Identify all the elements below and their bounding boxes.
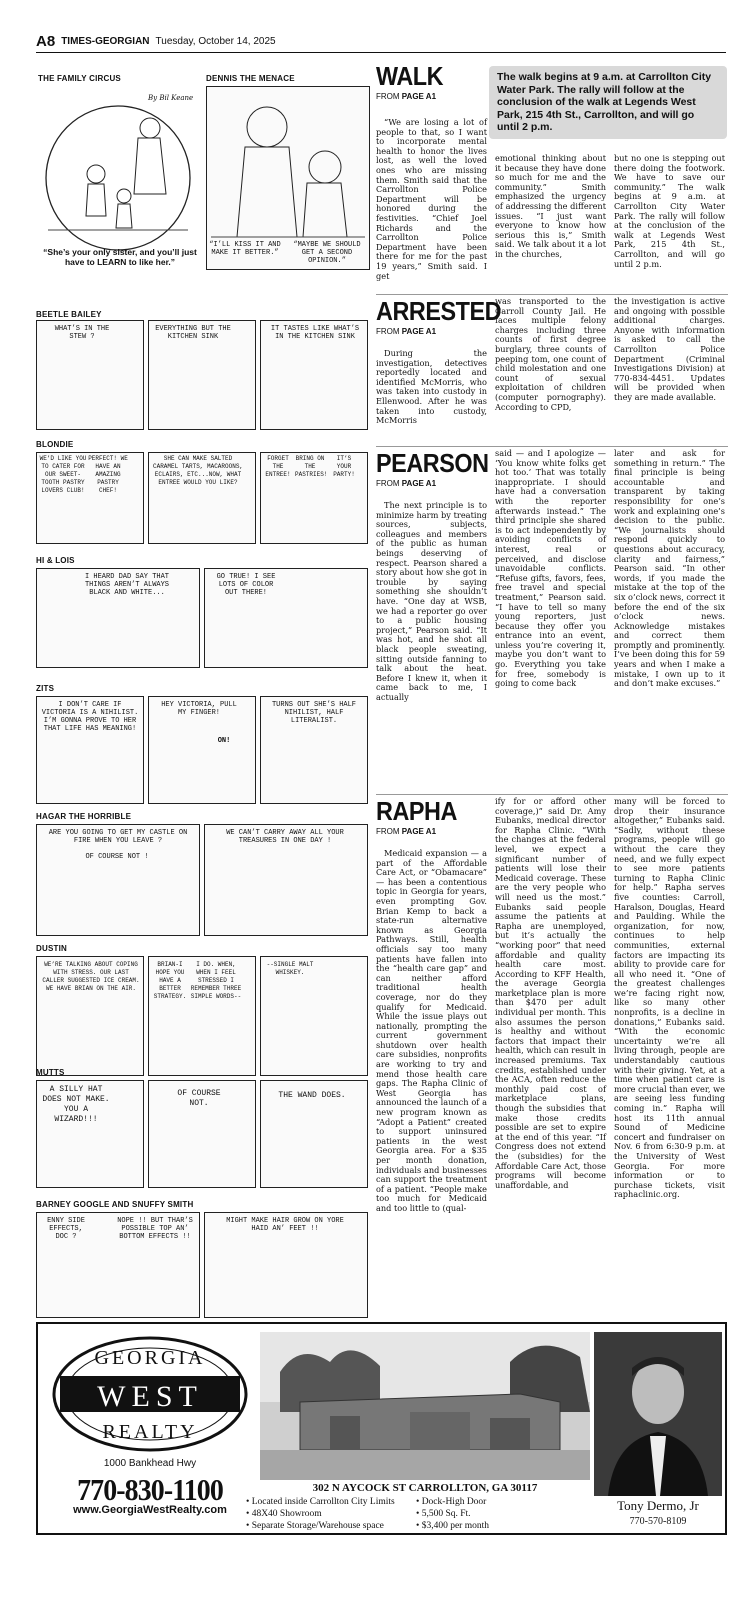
article-headline: RAPHA — [376, 796, 457, 826]
warehouse-image — [260, 1332, 590, 1480]
logo-text: WEST — [97, 1380, 203, 1413]
blondie-strip — [36, 452, 368, 544]
article-text: but no one is stepping out there doing the footwork. We have to save our community.” The walk begins at 9 a.m. at Carrollton City Water Park. The rally will follow at the conclusion of the walk at Legends West Park, 215 4th St., Carrollton, and will go until 2 p.m. — [614, 153, 725, 269]
hi-lois-strip — [36, 568, 368, 668]
agent-name: Tony Dermo, Jr — [617, 1498, 699, 1513]
from-label: FROM — [376, 479, 400, 488]
dustin-strip — [36, 956, 368, 1076]
logo-text: REALTY — [102, 1421, 198, 1443]
zits-strip — [36, 696, 368, 804]
dennis-speech: “I’LL KISS IT AND MAKE IT BETTER.” — [209, 241, 281, 257]
comic-panel — [36, 696, 144, 804]
georgia-west-realty-logo — [50, 1334, 250, 1454]
property-features — [246, 1496, 606, 1532]
article-text: said — and I apologize — ‘You know white folks get hot too.’ That was totally inappropriate. I should have had a conversation with the reporter afterwards instead.” The third principle she shared is to act independently by avoiding conflicts of interest, real or perceived, and disclose unavoidable conflicts. “Refuse gifts, favors, fees, free travel and special treatment,” Pearson said. “I have to tell so many young reporters, just because they offer you entrance into an event, unless you’re covering it, maybe you don’t want to go. Everything you take for free, somebody is going to come back — [495, 448, 606, 689]
comic-panel — [260, 696, 368, 804]
article-text: Medicaid expansion — a part of the Affordable Care Act, or “Obamacare” — has been a contentious topic in Georgia for years, even prompting Gov. Brian Kemp to back a state-run alternative known as Georgia Pathways. Still, health officials say too many patients have fallen into the “health care gap” and can neither afford traditional health coverage, nor do they qualify for Medicaid. While the issue plays out nationally, prompting the current government shutdown over health care subsidies, nonprofits are working to try and mend those health care gaps. The Rapha Clinic of West Georgia has announced the launch of a new program known as “Adopt a Patient” created to support uninsured patients in the west Georgia area. For a $35 per month donation, individuals and businesses can support the treatment of a patient. “People make too much for Medicaid and too little to (qual- — [376, 848, 487, 1213]
property-address: 302 N AYCOCK ST CARROLLTON, GA 30117 — [312, 1482, 538, 1494]
jump-page: PAGE A1 — [401, 479, 437, 488]
comic-panel — [148, 452, 256, 544]
article-columns — [376, 118, 487, 281]
speech-bubble: WHAT’S IN THE STEW ? — [54, 325, 110, 341]
comic-panel — [148, 1080, 256, 1188]
logo-text: GEORGIA — [94, 1347, 206, 1369]
family-circus-panel — [38, 104, 198, 252]
beetle-bailey-strip — [36, 320, 368, 430]
feature-item: • 5,500 Sq. Ft. — [416, 1509, 471, 1519]
comic-panel — [36, 568, 200, 668]
speech-bubble: GO TRUE! I SEE LOTS OF COLOR OUT THERE! — [216, 573, 276, 597]
feature-item: • Separate Storage/Warehouse space — [246, 1521, 384, 1531]
speech-bubble: MIGHT MAKE HAIR GROW ON YORE HAID AN’ FEET !! — [226, 1217, 344, 1233]
article-columns — [495, 297, 725, 412]
comic-panel — [204, 1212, 368, 1318]
comic-panel — [36, 1080, 144, 1188]
speech-bubble: FORGET THE ENTREE! — [265, 455, 291, 478]
realty-advertisement — [36, 1322, 727, 1535]
article-column — [495, 449, 606, 689]
from-label: FROM — [376, 827, 400, 836]
speech-bubble: A SILLY HAT DOES NOT MAKE. YOU A WIZARD!!! — [42, 1085, 110, 1124]
feature-item: • Dock-High Door — [416, 1497, 487, 1507]
speech-bubble: ARE YOU GOING TO GET MY CASTLE ON FIRE WHEN YOU LEAVE ? — [48, 829, 188, 845]
speech-bubble: NOPE !! BUT THAR’S POSSIBLE TOP AN’ BOTTOM EFFECTS !! — [117, 1217, 193, 1241]
mutts-strip — [36, 1080, 368, 1188]
comic-title: HAGAR THE HORRIBLE — [36, 812, 132, 821]
article-column — [376, 349, 487, 426]
speech-bubble: BRIAN-I HOPE YOU HAVE A BETTER STRATEGY. — [153, 961, 187, 1000]
article-column — [614, 449, 725, 689]
speech-bubble: ENNY SIDE EFFECTS, DOC ? — [47, 1217, 85, 1241]
comic-panel — [148, 320, 256, 430]
from-label: FROM — [376, 327, 400, 336]
comic-title: BARNEY GOOGLE AND SNUFFY SMITH — [36, 1200, 194, 1209]
article-column — [376, 118, 487, 281]
speech-bubble: WE CAN’T CARRY AWAY ALL YOUR TREASURES IN ONE DAY ! — [226, 829, 344, 845]
article-column — [614, 297, 725, 412]
article-headline: ARRESTED — [376, 296, 502, 326]
speech-bubble: --SINGLE MALT WHISKEY. — [266, 961, 314, 976]
dennis-speech: “MAYBE WE SHOULD GET A SECOND OPINION.” — [293, 241, 361, 265]
speech-bubble: HEY VICTORIA, PULL MY FINGER! — [161, 701, 237, 717]
feature-item: • 48X40 Showroom — [246, 1509, 322, 1519]
comic-title: ZITS — [36, 684, 55, 693]
speech-bubble: I HEARD DAD SAY THAT THINGS AREN’T ALWAYS BLACK AND WHITE... — [84, 573, 169, 597]
speech-bubble: PERFECT! WE HAVE AN AMAZING PASTRY CHEF! — [88, 455, 128, 494]
rapha-article — [376, 794, 728, 1315]
speech-bubble: WE’RE TALKING ABOUT COPING WITH STRESS. OUR LAST CALLER SUGGESTED ICE CREAM. WE HAVE BRIAN ON THE AIR. — [42, 961, 140, 992]
speech-bubble: WE’D LIKE YOU TO CATER FOR OUR SWEET-TOOTH PASTRY LOVERS CLUB! — [39, 455, 87, 494]
comic-title: BLONDIE — [36, 440, 74, 449]
article-columns — [495, 154, 725, 269]
agent-portrait — [594, 1332, 722, 1496]
article-columns — [376, 349, 487, 426]
walk-article — [376, 62, 728, 290]
speech-bubble: TURNS OUT SHE’S HALF NIHILIST, HALF LITERALIST. — [271, 701, 356, 725]
comic-panel — [260, 452, 368, 544]
comic-title: DUSTIN — [36, 944, 67, 953]
comic-panel — [260, 956, 368, 1076]
speech-bubble: THE WAND DOES. — [278, 1091, 346, 1100]
pearson-article — [376, 446, 728, 787]
speech-bubble: I DO. WHEN, WHEN I FEEL STRESSED I REMEMBER THREE SIMPLE WORDS-- — [190, 961, 242, 1000]
speech-bubble: ON! — [217, 737, 231, 745]
website-link[interactable]: www.GeorgiaWestRealty.com — [73, 1504, 227, 1516]
article-text: many will be forced to drop their insurance altogether,” Eubanks said. “Sadly, without these programs, people will go without the care they need, and we fully expect to see more patients turning to Rapha Clinic for help.” Rapha serves five counties: Carroll, Haralson, Douglas, Heard and Paulding. While the organization, for now, continues to help communities, external factors are impacting its ability to provide care for all who need it. “One of the greatest challenges we’re facing right now, like so many other nonprofits, is a decline in donations,” Eubanks said. “With the economic uncertainty we’re all living through, people are understandably cautious with their giving. Yet, at a time when patient care is more crucial than ever, we are seeing less funding coming in.” Rapha will host its 11th annual Sound of Medicine concert and fundraiser on Nov. 6 from 6:30-9 p.m. at the University of West Georgia. For more information or to purchase tickets, visit raphaclinic.org. — [614, 796, 725, 1200]
comic-panel — [36, 824, 200, 936]
comics-section — [36, 62, 368, 1352]
comic-title: BEETLE BAILEY — [36, 310, 102, 319]
comic-panel — [36, 452, 144, 544]
article-text: The next principle is to minimize harm by treating sources, subjects, colleagues and members of the public as human beings deserving of respect. Pearson shared a story about how she got in trouble by saying something she shouldn’t have. “One day at WSB, we had a reporter go over to a public housing project,” Pearson said. “It was hot, and he shot all black people sweating, sitting outside fanning to talk about the heat. Before I knew it, when it came back to me, I actually — [376, 500, 487, 702]
speech-bubble: BRING ON THE PASTRIES! — [295, 455, 328, 478]
article-text: During the investigation, detectives reportedly located and identified McMorris, who was taken into custody in Ellenwood. After he was taken into custody, McMorris — [376, 348, 487, 426]
article-column — [495, 297, 606, 412]
article-columns — [495, 797, 725, 1200]
article-column — [614, 797, 725, 1200]
dennis-panel — [206, 86, 370, 270]
article-columns — [495, 449, 725, 689]
from-label: FROM — [376, 92, 400, 101]
comic-panel — [148, 956, 256, 1076]
family-circus-caption: “She’s your only sister, and you’ll just have to LEARN to like her.” — [43, 247, 197, 267]
comic-panel — [148, 696, 256, 804]
speech-bubble: IT’S YOUR PARTY! — [333, 455, 355, 478]
article-text: ify for or afford other coverage,)” said Dr. Amy Eubanks, medical director for Rapha Clinic. “With the changes at the federal level, we expect a significant number of patients will lose their Medicaid coverage. These are the very people who will need us the most.” Eubanks said people assume the patients at Rapha are unemployed, but it’s actually the “working poor” that need affordable and quality health care most. According to KFF Health, the average Georgia marketplace plan is more than $470 per adult individual per month. This also assumes the person is healthy and without factors that impact their health, which can result in increased premiums. Tax credits, established under the ACA, often reduce the monthly paid cost of marketplace plans, though the subsidies that make those credits possible are set to expire at the end of this year. “If Congress does not extend the (subsidies) for the Affordable Care Act, those programs will become unaffordable, and — [495, 796, 606, 1190]
barney-google-strip — [36, 1212, 368, 1318]
comic-panel — [204, 568, 368, 668]
speech-bubble: IT TASTES LIKE WHAT’S IN THE KITCHEN SINK — [270, 325, 360, 341]
agent-phone: 770-570-8109 — [629, 1516, 687, 1527]
jump-page: PAGE A1 — [401, 92, 437, 101]
article-column — [495, 797, 606, 1200]
page-number: A8 — [36, 32, 56, 50]
comic-title: THE FAMILY CIRCUS — [38, 74, 121, 83]
comic-title: HI & LOIS — [36, 556, 75, 565]
comic-title: DENNIS THE MENACE — [206, 74, 295, 83]
feature-item: • Located inside Carrollton City Limits — [246, 1497, 395, 1507]
article-text: “We are losing a lot of people to that, so I want to incorporate mental health to honor the lives lost, as well the loved ones who are missing them. Smith said that the Carrollton Police Department will be honored during the festivities. “Chief Joel Richards and the Carrollton Police Department have been there for me for the past 19 years,” Smith said. I get — [376, 117, 487, 281]
paper-name: TIMES-GEORGIAN — [61, 35, 150, 47]
comic-byline: By Bil Keane — [148, 94, 194, 102]
hagar-strip — [36, 824, 368, 936]
comic-panel — [260, 1080, 368, 1188]
article-text: was transported to the Carroll County Jail. He faces multiple felony charges including three counts of first degree burglary, three counts of peeping tom, one count of child molestation and one count of sexual exploitation of children (computer pornography). According to CPD, — [495, 296, 606, 412]
comic-panel — [36, 956, 144, 1076]
article-column — [376, 501, 487, 702]
article-headline: WALK — [376, 61, 444, 91]
article-text: emotional thinking about it because they have done so much for me and the community.” Smith emphasized the urgency of addressing the different issues. “I just want everyone to know how serious this is,” Smith said. We talk about it a lot in the churches, — [495, 153, 606, 259]
comic-panel — [36, 320, 144, 430]
article-column — [495, 154, 606, 269]
comic-panel — [204, 824, 368, 936]
walk-callout: The walk begins at 9 a.m. at Carrollton City Water Park. The rally will follow at the conclusion of the walk at Legends West Park, 215 4th St., Carrollton, and will go until 2 p.m. — [489, 66, 727, 139]
article-columns — [376, 849, 487, 1214]
jump-page: PAGE A1 — [401, 827, 437, 836]
jump-page: PAGE A1 — [401, 327, 437, 336]
office-phone: 770-830-1100 — [77, 1472, 223, 1507]
family-circus-art — [38, 104, 198, 252]
speech-bubble: SHE CAN MAKE SALTED CARAMEL TARTS, MACAROONS, ECLAIRS, ETC...NOW, WHAT ENTREE WOULD YOU LIKE? — [153, 455, 244, 486]
article-text: later and ask for something in return.” The final principle is being accountable and transparent by taking responsibility for one’s work and explaining one’s decision to the public. “We journalists should respond quickly to questions about accuracy, clarity and fairness,” Pearson said. “In other words, if you made the mistake at the top of the six o’clock news, correct it before the end of the six o’clock news. Acknowledge mistakes and correct them promptly and prominently. I’ve been doing this for 59 years and when I make a mistake, I own up to it and don’t make excuses.” — [614, 448, 725, 689]
comic-panel — [260, 320, 368, 430]
article-headline: PEARSON — [376, 448, 489, 478]
speech-bubble: OF COURSE NOT ! — [85, 853, 149, 861]
speech-bubble: OF COURSE NOT. — [177, 1089, 221, 1108]
feature-item: • $3,400 per month — [416, 1521, 489, 1531]
office-address: 1000 Bankhead Hwy — [103, 1458, 197, 1469]
arrested-article — [376, 294, 728, 445]
article-text: the investigation is active and ongoing with possible additional charges. Anyone with information is asked to call the Carrollton Police Department (Criminal Investigations Division) at 770-834-4451. Updates will be provided when they are made available. — [614, 296, 725, 402]
agent-photo — [594, 1332, 722, 1496]
issue-date: Tuesday, October 14, 2025 — [155, 35, 276, 47]
article-columns — [376, 501, 487, 702]
comic-title: MUTTS — [36, 1068, 65, 1077]
page-header — [36, 30, 726, 53]
comic-panel — [36, 1212, 200, 1318]
property-photo — [260, 1332, 590, 1480]
speech-bubble: I DON’T CARE IF VICTORIA IS A NIHILIST. I’M GONNA PROVE TO HER THAT LIFE HAS MEANING! — [41, 701, 139, 733]
speech-bubble: EVERYTHING BUT THE KITCHEN SINK — [155, 325, 231, 341]
article-column — [614, 154, 725, 269]
article-column — [376, 849, 487, 1214]
